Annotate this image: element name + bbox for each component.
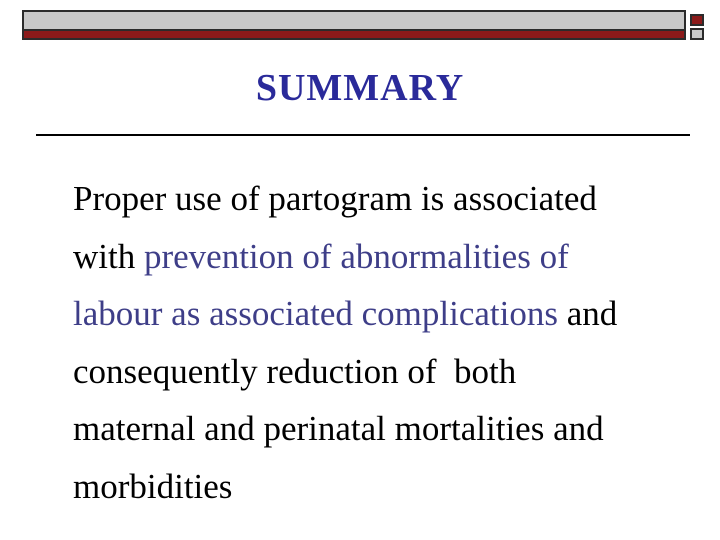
slide-title: SUMMARY: [255, 67, 465, 109]
summary-line-5: maternal and perinatal mortalities and: [73, 409, 604, 448]
header-bar-gray: [22, 10, 686, 29]
title-divider: [36, 134, 690, 136]
summary-line-3-emphasis: labour as associated complications: [73, 294, 558, 333]
header-bar-red: [22, 29, 686, 40]
summary-line-2: [73, 228, 713, 286]
summary-paragraph: [73, 170, 713, 515]
summary-line-2-plain: with: [73, 236, 144, 276]
summary-line-3-plain: and: [558, 294, 618, 333]
summary-line-2-emphasis: prevention of abnormalities of: [143, 236, 569, 276]
corner-square-gray: [690, 28, 704, 40]
summary-line-4: consequently reduction of both: [73, 351, 517, 391]
summary-line-6: morbidities: [73, 466, 233, 506]
corner-square-red: [690, 14, 704, 26]
summary-line-1: Proper use of partogram is associated: [73, 179, 597, 218]
summary-line-3: [73, 285, 713, 343]
